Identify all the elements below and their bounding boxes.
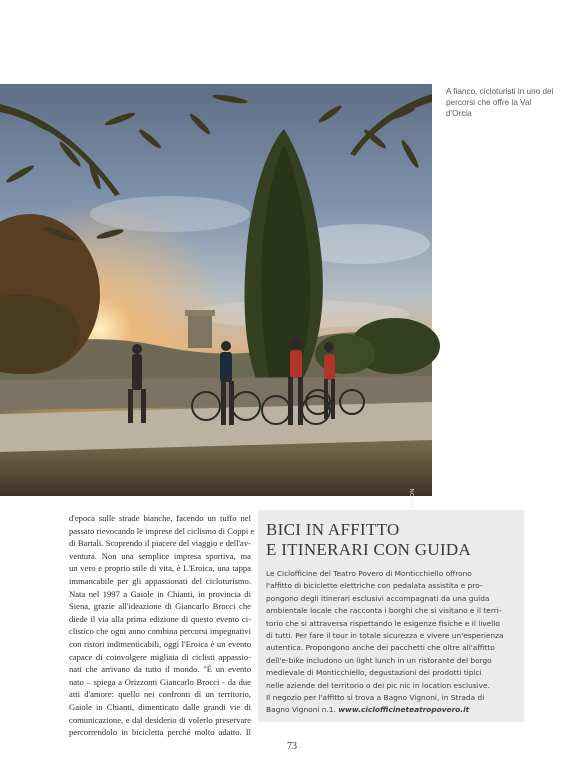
article-line: Nata nel 1997 a Gaiole in Chianti, in provincia di: [69, 588, 251, 599]
box-title-line: BICI IN AFFITTO: [266, 520, 400, 539]
box-body: [266, 568, 516, 717]
photo-caption: A fianco, cicloturisti in uno dei percorsi che offre la Val d'Orcia: [446, 87, 554, 118]
article-line: Siena, grazie all'ideazione di Giancarlo Brocci che: [69, 601, 251, 612]
rental-info-box: [258, 510, 524, 722]
article-line: comunicazione, e dal desiderio di volerlo preservare: [69, 714, 251, 725]
article-line: d'epoca sulle strade bianche, facendo un tuffo nel: [69, 513, 251, 523]
box-title: [266, 520, 516, 560]
box-line: pongono degli itinerari esclusivi accompagnati da una guida: [266, 593, 490, 603]
article-line: ventura. Non una semplice impresa sportiva, ma: [69, 550, 251, 561]
box-line: nelle aziende del territorio o dei pic nic in location esclusive.: [266, 680, 490, 690]
cyclists-photo: [0, 84, 432, 496]
article-line: Gaiole in Chianti, dimenticato dalle grandi vie di: [69, 701, 251, 712]
article-line: percorrendolo in bicicletta perché molto adatto. Il: [69, 727, 251, 738]
article-line: nati che arrivano da tutto il mondo. "È un evento: [69, 664, 251, 675]
box-line: medievale di Monticchiello, degustazioni dei prodotti tipici: [266, 668, 482, 678]
box-line: ambientale locale che racconta i borghi che si visitano e il terri-: [266, 606, 502, 616]
article-body: [69, 512, 255, 739]
article-line: immancabile per gli appassionati del cicloturismo.: [69, 575, 251, 586]
box-line: Il negozio per l'affitto si trova a Bagno Vignoni, in Strada di: [266, 693, 485, 703]
box-line: torio che si attraversa rispettando le esigenze fisiche e il livello: [266, 618, 500, 628]
article-line: di Bartali. Scoprendo il piacere del viaggio e dell'av-: [69, 538, 251, 549]
box-line: Le Ciclofficine del Teatro Povero di Monticchiello offrono: [266, 569, 472, 578]
photo-illustration: [0, 84, 432, 496]
box-title-line: E ITINERARI CON GUIDA: [266, 540, 472, 559]
box-line: [266, 704, 516, 716]
article-line: atti d'amore: quello nei confronti di un territorio,: [69, 689, 251, 700]
article-line: clistico che ogni anno combina percorsi impegnativi: [69, 626, 251, 637]
article-line: passato rievocando le imprese del ciclismo di Coppi e: [69, 525, 255, 536]
box-line: l'affitto di biciclette elettriche con pedalata assistita e pro-: [266, 581, 483, 591]
article-line: nato – spiega a Orizzonti Giancarlo Brocci - da due: [69, 676, 251, 687]
article-line: un vero e proprio stile di vita, è L'Eroica, una tappa: [69, 563, 251, 574]
box-line: dell'e-bike includono un light lunch in un ristorante del borgo: [266, 655, 492, 665]
box-line-text: Bagno Vignoni n.1.: [266, 705, 336, 715]
page-number: 73: [287, 741, 297, 752]
website-link[interactable]: www.ciclofficineteatropovero.it: [338, 705, 470, 715]
article-line: capace di coinvolgere migliaia di ciclisti appassio-: [69, 651, 251, 662]
article-line: con ristori indimenticabili, oggi l'Eroica è un evento: [69, 638, 251, 649]
box-line: di tutti. Per fare il tour in totale sicurezza e vivere un'esperienza: [266, 631, 504, 641]
box-line: autentica. Propongono anche dei pacchetti che oltre all'affitto: [266, 643, 495, 653]
article-line: diede il via alla prima edizione di questo evento ci-: [69, 613, 251, 624]
